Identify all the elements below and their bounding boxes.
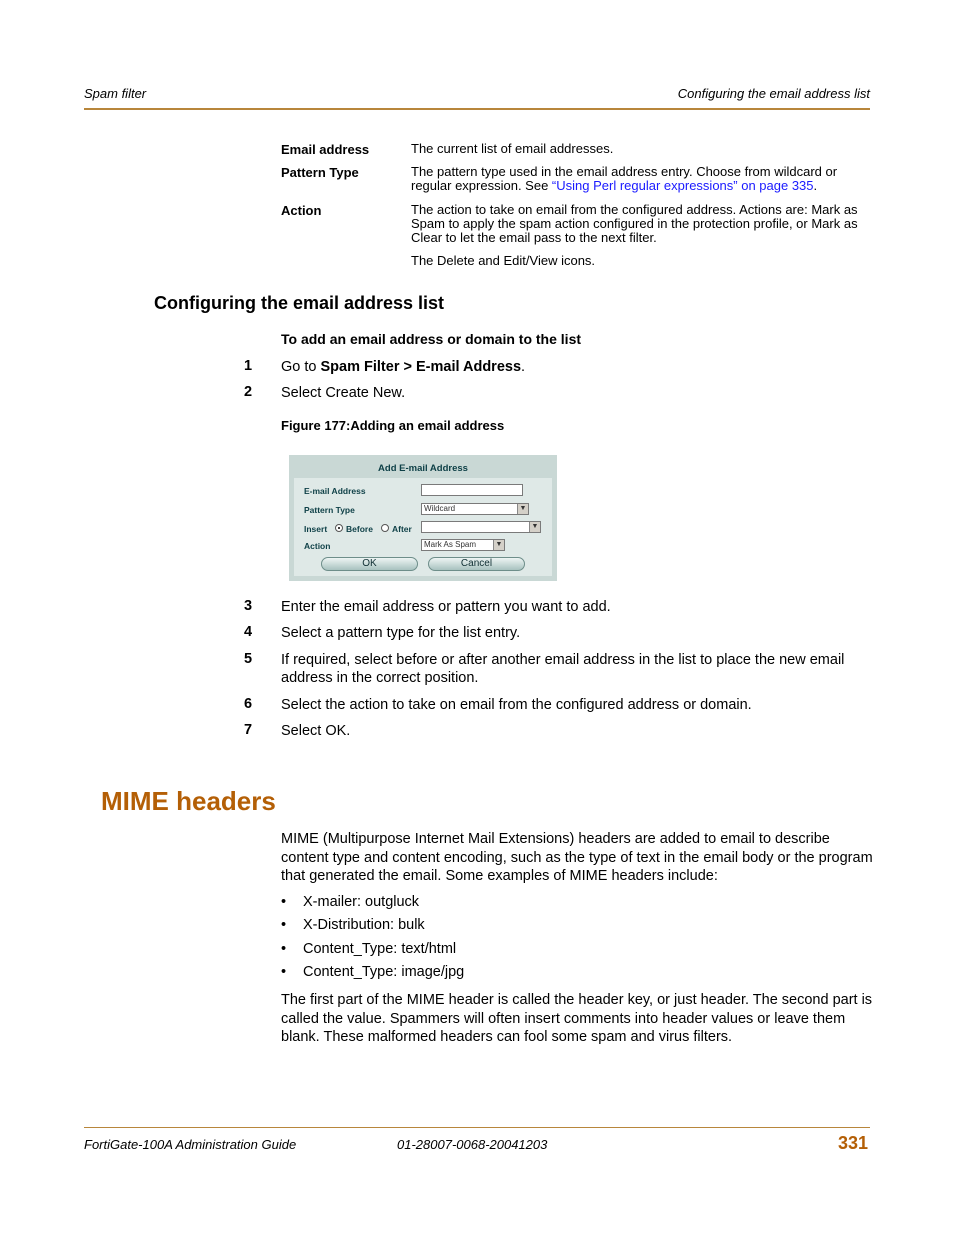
email-address-input[interactable] <box>421 484 523 496</box>
list-item-text: Content_Type: text/html <box>303 941 457 957</box>
mime-outro-paragraph: The first part of the MIME header is called the header key, or just header. The second part is called the value. Spammers will often insert comments into header values or leave them blank. These malformed headers can fool some spam and virus filters. <box>281 992 873 1045</box>
insert-label: Insert <box>304 524 328 534</box>
step-number: 2 <box>244 384 253 400</box>
list-item: • Content_Type: image/jpg <box>281 964 465 980</box>
before-label: Before <box>346 524 373 534</box>
after-radio[interactable] <box>381 524 389 532</box>
chevron-down-icon[interactable]: ▼ <box>493 540 504 550</box>
running-header-left: Spam filter <box>84 86 147 101</box>
step-text: Select a pattern type for the list entry. <box>281 625 521 641</box>
header-rule <box>84 108 870 110</box>
before-radio[interactable] <box>335 524 343 532</box>
step-number: 4 <box>244 624 253 640</box>
procedure-title: To add an email address or domain to the list <box>281 331 582 347</box>
list-item: • Content_Type: text/html <box>281 941 457 957</box>
step-text: Select the action to take on email from the configured address or domain. <box>281 697 752 713</box>
def-desc-pattern <box>411 165 871 193</box>
action-value: Mark As Spam <box>424 540 477 549</box>
mime-headers-title: MIME headers <box>101 786 276 816</box>
def-desc-email: The current list of email addresses. <box>411 141 614 156</box>
action-label: Action <box>304 541 331 551</box>
step-text <box>281 358 871 376</box>
def-term-pattern: Pattern Type <box>281 165 359 180</box>
mime-intro-paragraph: MIME (Multipurpose Internet Mail Extensions) headers are added to email to describe content type and content encoding, such as the type of text in the email body or the program that generated the email. Some examples of MIME headers include: <box>281 831 873 884</box>
step1-menu-path: Spam Filter > E-mail Address <box>320 359 522 375</box>
footer-doc-number: 01-28007-0068-20041203 <box>397 1137 548 1152</box>
step-number: 5 <box>244 651 253 667</box>
step-number: 6 <box>244 696 253 712</box>
action-select[interactable] <box>421 539 505 551</box>
page-number: 331 <box>838 1133 869 1153</box>
chevron-down-icon[interactable]: ▼ <box>517 504 528 514</box>
step-number: 3 <box>244 598 253 614</box>
def-desc-pattern-end: . <box>813 178 818 193</box>
def-term-email: Email address <box>281 142 370 157</box>
step1-post: . <box>521 359 526 375</box>
step-text: Enter the email address or pattern you want to add. <box>281 599 611 615</box>
add-email-dialog <box>289 455 557 581</box>
list-item-text: Content_Type: image/jpg <box>303 964 465 980</box>
list-item: • X-mailer: outgluck <box>281 894 420 910</box>
step-number: 7 <box>244 722 253 738</box>
pattern-type-select[interactable] <box>421 503 529 515</box>
footer-rule <box>84 1127 870 1128</box>
def-desc-icons: The Delete and Edit/View icons. <box>411 253 596 268</box>
figure-caption: Figure 177:Adding an email address <box>281 418 505 433</box>
list-item: • X-Distribution: bulk <box>281 917 425 933</box>
step-text: Select Create New. <box>281 385 406 401</box>
pattern-type-value: Wildcard <box>424 504 456 513</box>
step1-pre: Go to <box>281 359 321 375</box>
after-label: After <box>392 524 412 534</box>
ok-button[interactable]: OK <box>321 557 418 571</box>
pattern-type-label: Pattern Type <box>304 505 355 515</box>
dialog-title: Add E-mail Address <box>294 460 552 478</box>
list-item-text: X-Distribution: bulk <box>303 917 425 933</box>
def-term-action: Action <box>281 203 322 218</box>
chevron-down-icon[interactable]: ▼ <box>529 522 540 532</box>
list-item-text: X-mailer: outgluck <box>303 894 420 910</box>
footer-guide-title: FortiGate-100A Administration Guide <box>84 1137 297 1152</box>
step-text: If required, select before or after another email address in the list to place the new email address in the correct position. <box>281 652 845 686</box>
def-desc-action: The action to take on email from the configured address. Actions are: Mark as Spam to apply the spam action configured in the protection profile, or Mark as Clear to let the email pass to the next filter. <box>411 202 858 245</box>
step-number: 1 <box>244 358 253 374</box>
cancel-button[interactable]: Cancel <box>428 557 525 571</box>
def-desc-pattern-text: The pattern type used in the email address entry. Choose from wildcard or regular expression. See <box>411 164 838 193</box>
insert-position-select[interactable] <box>421 521 541 533</box>
dialog-body <box>294 460 552 576</box>
perl-regex-link[interactable]: “Using Perl regular expressions” on page 335 <box>551 178 814 193</box>
section-title: Configuring the email address list <box>154 293 445 313</box>
running-header-right: Configuring the email address list <box>677 86 870 101</box>
step-text: Select OK. <box>281 723 351 739</box>
email-address-label: E-mail Address <box>304 486 366 496</box>
